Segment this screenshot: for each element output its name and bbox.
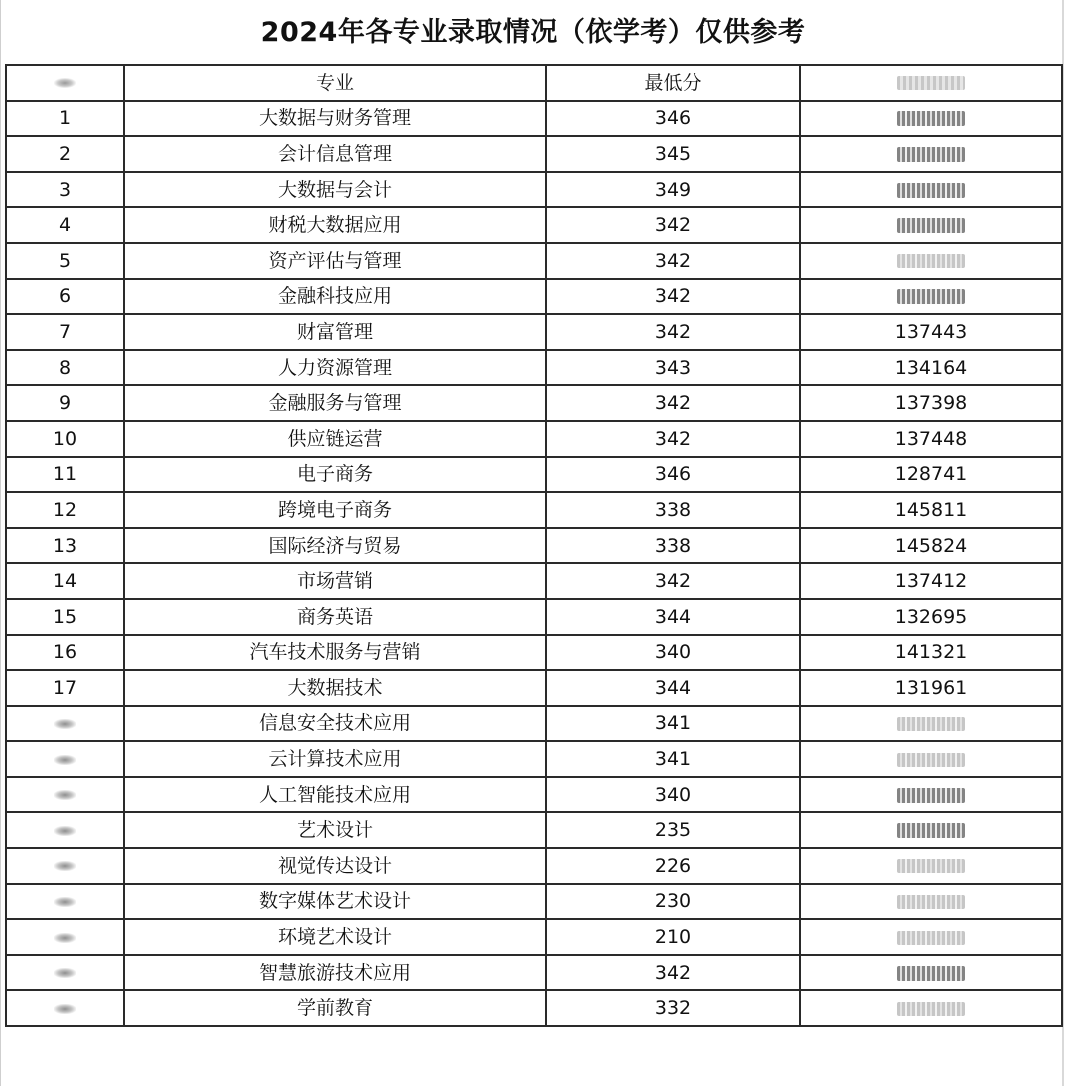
row-number: 14 — [6, 563, 124, 599]
major-name: 商务英语 — [124, 599, 546, 635]
header-major: 专业 — [124, 65, 546, 101]
row-number: 15 — [6, 599, 124, 635]
rank-value — [800, 172, 1062, 208]
major-name: 资产评估与管理 — [124, 243, 546, 279]
min-score: 344 — [546, 599, 800, 635]
min-score: 346 — [546, 101, 800, 137]
row-number: 13 — [6, 528, 124, 564]
major-name: 汽车技术服务与营销 — [124, 635, 546, 671]
table-row — [6, 350, 1062, 386]
table-row — [6, 279, 1062, 315]
min-score: 341 — [546, 706, 800, 742]
major-name: 学前教育 — [124, 990, 546, 1026]
table-row — [6, 385, 1062, 421]
header-rank — [800, 65, 1062, 101]
rank-value — [800, 955, 1062, 991]
redacted-rank-mark — [897, 218, 965, 233]
major-name: 金融科技应用 — [124, 279, 546, 315]
redacted-rank-mark — [897, 254, 965, 268]
redacted-number-mark — [54, 826, 76, 836]
table-row — [6, 207, 1062, 243]
major-name: 跨境电子商务 — [124, 492, 546, 528]
table-row — [6, 599, 1062, 635]
row-number: 8 — [6, 350, 124, 386]
min-score: 342 — [546, 421, 800, 457]
rank-value: 131961 — [800, 670, 1062, 706]
header-no — [6, 65, 124, 101]
row-number — [6, 990, 124, 1026]
table-row — [6, 990, 1062, 1026]
min-score: 338 — [546, 492, 800, 528]
rank-value: 137448 — [800, 421, 1062, 457]
major-name: 市场营销 — [124, 563, 546, 599]
redacted-rank-mark — [897, 1002, 965, 1016]
min-score: 342 — [546, 207, 800, 243]
redacted-number-mark — [54, 897, 76, 907]
table-row — [6, 919, 1062, 955]
redacted-number-mark — [54, 861, 76, 871]
table-row — [6, 243, 1062, 279]
min-score: 342 — [546, 385, 800, 421]
row-number: 11 — [6, 457, 124, 493]
row-number — [6, 884, 124, 920]
major-name: 信息安全技术应用 — [124, 706, 546, 742]
rank-value — [800, 848, 1062, 884]
major-name: 国际经济与贸易 — [124, 528, 546, 564]
rank-value — [800, 919, 1062, 955]
redacted-rank-mark — [897, 753, 965, 767]
rank-value: 141321 — [800, 635, 1062, 671]
rank-value — [800, 279, 1062, 315]
rank-value: 137398 — [800, 385, 1062, 421]
table-row — [6, 492, 1062, 528]
table-row — [6, 777, 1062, 813]
rank-value — [800, 207, 1062, 243]
row-number: 4 — [6, 207, 124, 243]
min-score: 345 — [546, 136, 800, 172]
major-name: 环境艺术设计 — [124, 919, 546, 955]
min-score: 340 — [546, 777, 800, 813]
redacted-rank-mark — [897, 289, 965, 304]
redacted-number-mark — [54, 968, 76, 978]
row-number: 7 — [6, 314, 124, 350]
min-score: 226 — [546, 848, 800, 884]
redacted-number-mark — [54, 719, 76, 729]
row-number: 5 — [6, 243, 124, 279]
redacted-rank-mark — [897, 931, 965, 945]
table-row — [6, 172, 1062, 208]
row-number — [6, 955, 124, 991]
table-row — [6, 955, 1062, 991]
major-name: 财富管理 — [124, 314, 546, 350]
row-number: 9 — [6, 385, 124, 421]
major-name: 财税大数据应用 — [124, 207, 546, 243]
rank-value — [800, 243, 1062, 279]
min-score: 210 — [546, 919, 800, 955]
redacted-rank-mark — [897, 147, 965, 162]
major-name: 大数据技术 — [124, 670, 546, 706]
rank-value — [800, 812, 1062, 848]
table-row — [6, 457, 1062, 493]
row-number — [6, 777, 124, 813]
major-name: 金融服务与管理 — [124, 385, 546, 421]
redacted-number-mark — [54, 933, 76, 943]
min-score: 349 — [546, 172, 800, 208]
min-score: 230 — [546, 884, 800, 920]
table-row — [6, 706, 1062, 742]
rank-value — [800, 136, 1062, 172]
row-number — [6, 706, 124, 742]
table-row — [6, 314, 1062, 350]
row-number: 16 — [6, 635, 124, 671]
rank-value: 134164 — [800, 350, 1062, 386]
min-score: 342 — [546, 314, 800, 350]
major-name: 会计信息管理 — [124, 136, 546, 172]
row-number — [6, 741, 124, 777]
row-number: 12 — [6, 492, 124, 528]
major-name: 大数据与会计 — [124, 172, 546, 208]
row-number: 17 — [6, 670, 124, 706]
redacted-rank-mark — [897, 895, 965, 909]
redacted-header-mark — [897, 76, 965, 90]
row-number: 6 — [6, 279, 124, 315]
min-score: 341 — [546, 741, 800, 777]
rank-value — [800, 101, 1062, 137]
row-number — [6, 812, 124, 848]
redacted-rank-mark — [897, 183, 965, 198]
min-score: 342 — [546, 243, 800, 279]
major-name: 视觉传达设计 — [124, 848, 546, 884]
major-name: 艺术设计 — [124, 812, 546, 848]
row-number: 2 — [6, 136, 124, 172]
table-row — [6, 812, 1062, 848]
min-score: 342 — [546, 563, 800, 599]
table-row — [6, 101, 1062, 137]
admission-table — [5, 64, 1063, 1027]
table-body — [6, 65, 1062, 1026]
table-row — [6, 136, 1062, 172]
redacted-rank-mark — [897, 859, 965, 873]
redacted-number-mark — [54, 790, 76, 800]
table-header-row — [6, 65, 1062, 101]
row-number: 10 — [6, 421, 124, 457]
redacted-header-mark — [54, 78, 76, 88]
table-row — [6, 848, 1062, 884]
rank-value — [800, 884, 1062, 920]
table-row — [6, 741, 1062, 777]
row-number — [6, 848, 124, 884]
rank-value: 145811 — [800, 492, 1062, 528]
min-score: 342 — [546, 955, 800, 991]
row-number: 3 — [6, 172, 124, 208]
major-name: 电子商务 — [124, 457, 546, 493]
table-row — [6, 563, 1062, 599]
table-row — [6, 528, 1062, 564]
min-score: 342 — [546, 279, 800, 315]
table-row — [6, 884, 1062, 920]
redacted-rank-mark — [897, 966, 965, 981]
rank-value — [800, 706, 1062, 742]
min-score: 332 — [546, 990, 800, 1026]
redacted-number-mark — [54, 1004, 76, 1014]
min-score: 338 — [546, 528, 800, 564]
redacted-rank-mark — [897, 823, 965, 838]
rank-value: 132695 — [800, 599, 1062, 635]
header-min-score: 最低分 — [546, 65, 800, 101]
major-name: 数字媒体艺术设计 — [124, 884, 546, 920]
min-score: 343 — [546, 350, 800, 386]
rank-value: 137412 — [800, 563, 1062, 599]
row-number — [6, 919, 124, 955]
rank-value — [800, 777, 1062, 813]
rank-value: 137443 — [800, 314, 1062, 350]
redacted-rank-mark — [897, 717, 965, 731]
min-score: 344 — [546, 670, 800, 706]
table-row — [6, 421, 1062, 457]
major-name: 人力资源管理 — [124, 350, 546, 386]
rank-value — [800, 741, 1062, 777]
major-name: 人工智能技术应用 — [124, 777, 546, 813]
major-name: 供应链运营 — [124, 421, 546, 457]
rank-value: 145824 — [800, 528, 1062, 564]
min-score: 235 — [546, 812, 800, 848]
major-name: 云计算技术应用 — [124, 741, 546, 777]
table-row — [6, 670, 1062, 706]
min-score: 340 — [546, 635, 800, 671]
min-score: 346 — [546, 457, 800, 493]
table-row — [6, 635, 1062, 671]
major-name: 大数据与财务管理 — [124, 101, 546, 137]
rank-value — [800, 990, 1062, 1026]
redacted-rank-mark — [897, 111, 965, 126]
page-title: 2024年各专业录取情况（依学考）仅供参考 — [260, 17, 806, 48]
rank-value: 128741 — [800, 457, 1062, 493]
major-name: 智慧旅游技术应用 — [124, 955, 546, 991]
redacted-number-mark — [54, 755, 76, 765]
row-number: 1 — [6, 101, 124, 137]
redacted-rank-mark — [897, 788, 965, 803]
